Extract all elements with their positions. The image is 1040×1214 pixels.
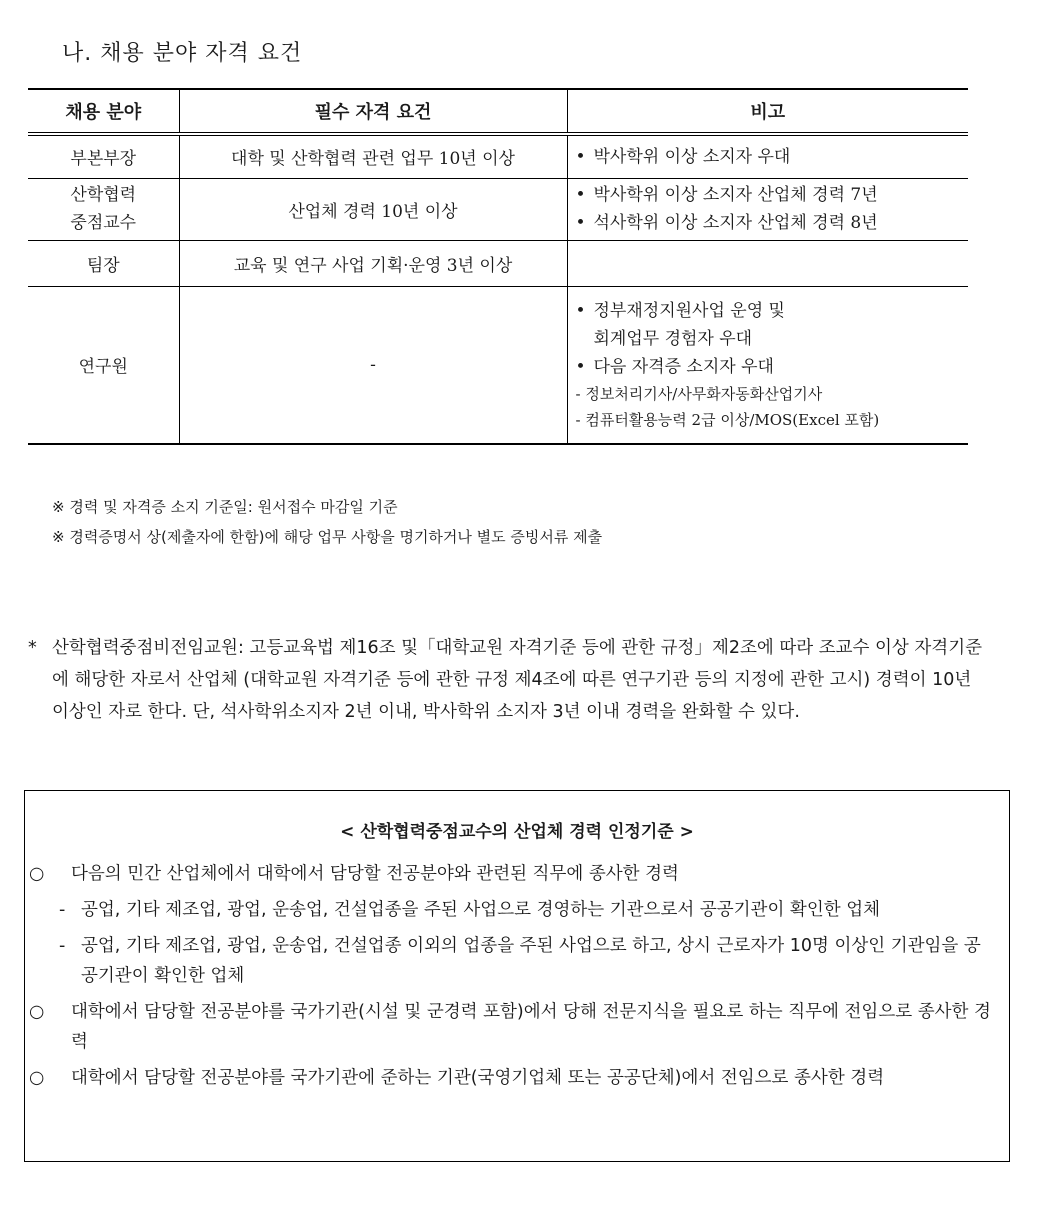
box-title: < 산학협력중점교수의 산업체 경력 인정기준 > xyxy=(340,822,694,842)
list-item xyxy=(27,997,997,1057)
item-text: 다음의 민간 산업체에서 대학에서 담당할 전공분야와 관련된 직무에 종사한 경력 xyxy=(71,864,679,884)
bullet-icon: • xyxy=(575,300,586,321)
cell-requirement: 산업체 경력 10년 이상 xyxy=(179,178,567,240)
list-item xyxy=(27,1063,997,1093)
criteria-list xyxy=(27,859,997,1099)
sub-item-text: 공업, 기타 제조업, 광업, 운송업, 건설업종을 주된 사업으로 경영하는 기관으로서 공공기관이 확인한 업체 xyxy=(81,900,881,920)
cell-field: 부본부장 xyxy=(28,134,179,178)
cell-notes xyxy=(567,240,968,286)
table-header-row xyxy=(28,89,968,134)
note-line: 박사학위 이상 소지자 산업체 경력 7년 xyxy=(593,185,878,205)
item-text: 대학에서 담당할 전공분야를 국가기관(시설 및 군경력 포함)에서 당해 전문지식을 필요로 하는 직무에 전임으로 종사한 경력 xyxy=(71,1002,991,1052)
paragraph-text: 산학협력중점비전임교원: 고등교육법 제16조 및「대학교원 자격기준 등에 관한 규정」제2조에 따라 조교수 이상 자격기준에 해당한 자로서 산업체 (대학교원 자격기준 등에 관한 규정 제4조에 따른 연구기관 등의 지정에 관한 고시) 경력이 10년 이상인 자로 한다. 단, 석사학위소지자 2년 이내, 박사학위 소지자 3년 이내 경력을 완화할 수 있다. xyxy=(52,638,983,722)
note-line: 박사학위 이상 소지자 우대 xyxy=(593,146,791,167)
bullet-icon: • xyxy=(575,146,586,167)
item-text: 대학에서 담당할 전공분야를 국가기관에 준하는 기관(국영기업체 또는 공공단체)에서 전임으로 종사한 경력 xyxy=(71,1068,885,1088)
bullet-icon: • xyxy=(575,185,586,205)
field-line: 중점교수 xyxy=(70,213,137,233)
footnotes xyxy=(52,492,602,552)
asterisk-marker: * xyxy=(28,638,37,658)
header-notes: 비고 xyxy=(567,89,968,134)
note-line: 정부재정지원사업 운영 및 xyxy=(593,300,785,321)
cell-notes xyxy=(567,134,968,178)
bullet-icon: • xyxy=(575,356,586,377)
circle-icon: ○ xyxy=(29,1002,45,1022)
requirements-table xyxy=(28,88,968,445)
footnote: ※ 경력 및 자격증 소지 기준일: 원서접수 마감일 기준 xyxy=(52,498,398,516)
cell-notes xyxy=(567,286,968,444)
sub-item xyxy=(27,931,997,991)
cell-notes xyxy=(567,178,968,240)
dash-line: - 컴퓨터활용능력 2급 이상/MOS(Excel 포함) xyxy=(575,410,880,429)
header-requirement: 필수 자격 요건 xyxy=(179,89,567,134)
footnote: ※ 경력증명서 상(제출자에 한함)에 해당 업무 사항을 명기하거나 별도 증빙서류 제출 xyxy=(52,528,603,546)
table-row xyxy=(28,240,968,286)
bullet-icon: • xyxy=(575,213,586,233)
note-line: 다음 자격증 소지자 우대 xyxy=(593,356,774,377)
cell-field: 연구원 xyxy=(28,286,179,444)
dash-icon: - xyxy=(59,900,66,920)
definition-paragraph xyxy=(28,632,988,728)
table-row xyxy=(28,286,968,444)
note-line: 석사학위 이상 소지자 산업체 경력 8년 xyxy=(593,213,878,233)
sub-item xyxy=(27,895,997,925)
section-title: 나. 채용 분야 자격 요건 xyxy=(62,41,303,66)
cell-requirement: 교육 및 연구 사업 기획·운영 3년 이상 xyxy=(179,240,567,286)
table-row xyxy=(28,178,968,240)
list-item xyxy=(27,859,997,889)
field-line: 산학협력 xyxy=(70,185,137,205)
dash-icon: - xyxy=(59,936,66,956)
cell-field: 팀장 xyxy=(28,240,179,286)
circle-icon: ○ xyxy=(29,1068,45,1088)
cell-requirement: 대학 및 산학협력 관련 업무 10년 이상 xyxy=(179,134,567,178)
table-row xyxy=(28,134,968,178)
note-line: 회계업무 경험자 우대 xyxy=(593,328,753,349)
cell-requirement: - xyxy=(179,286,567,444)
cell-field xyxy=(28,178,179,240)
sub-item-text: 공업, 기타 제조업, 광업, 운송업, 건설업종 이외의 업종을 주된 사업으로 하고, 상시 근로자가 10명 이상인 기관임을 공공기관이 확인한 업체 xyxy=(81,936,981,986)
criteria-box xyxy=(24,790,1010,1162)
dash-line: - 정보처리기사/사무화자동화산업기사 xyxy=(575,384,823,403)
header-field: 채용 분야 xyxy=(28,89,179,134)
circle-icon: ○ xyxy=(29,864,45,884)
